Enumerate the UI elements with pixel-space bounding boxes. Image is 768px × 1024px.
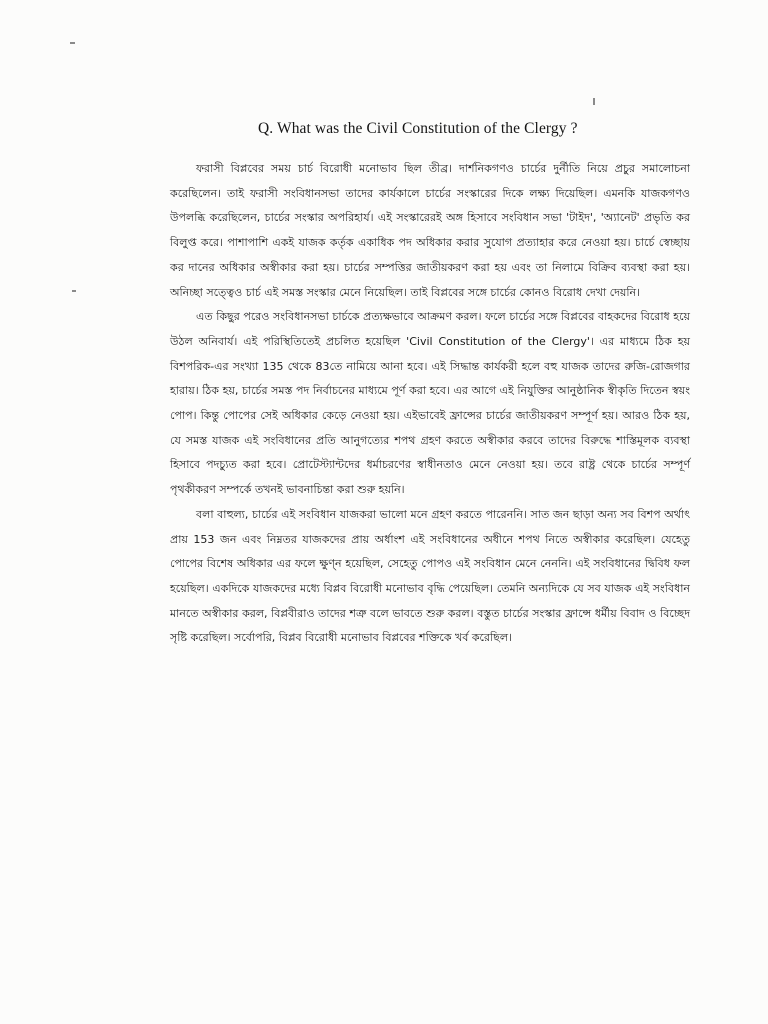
scan-speck-left-mid: [72, 290, 76, 292]
paragraph-2: এত কিছুর পরেও সংবিধানসভা চার্চকে প্রত্যক্ষভাবে আক্রমণ করল। ফলে চার্চের সঙ্গে বিপ্লবের বাহকদের বিরোধ হয়ে উঠল অনিবার্য। এই পরিস্থিতিতেই প্রচলিত হয়েছিল 'Civil Constitution of the Clergy'। এর মাধ্যমে ঠিক হয় বিশপরিক-এর সংখ্যা 135 থেকে 83তে নামিয়ে আনা হবে। এই সিদ্ধান্ত কার্যকরী হলে বহু যাজক তাদের রুজি-রোজগার হারায়। ঠিক হয়, চার্চের সমস্ত পদ নির্বাচনের মাধ্যমে পূর্ণ করা হবে। এর আগে এই নিযুক্তির আনুষ্ঠানিক স্বীকৃতি দিতেন স্বয়ং পোপ। কিন্তু পোপের সেই অধিকার কেড়ে নেওয়া হয়। এইভাবেই ফ্রান্সের চার্চের জাতীয়করণ সম্পূর্ণ হয়। আরও ঠিক হয়, যে সমস্ত যাজক এই সংবিধানের প্রতি আনুগত্যের শপথ গ্রহণ করতে অস্বীকার করবে তাদের বিরুদ্ধে শাস্তিমূলক ব্যবস্থা হিসাবে পদচ্যুত করা হবে। প্রোটেস্ট্যান্টদের ধর্মাচরণের স্বাধীনতাও মেনে নেওয়া হয়। তবে রাষ্ট্র থেকে চার্চের সম্পূর্ণ পৃথকীকরণ সম্পর্কে তখনই ভাবনাচিন্তা করা শুরু হয়নি।: [170, 310, 690, 497]
answer-body: [170, 157, 690, 651]
paragraph-1: ফরাসী বিপ্লবের সময় চার্চ বিরোধী মনোভাব ছিল তীব্র। দার্শনিকগণও চার্চের দুর্নীতি নিয়ে প্রচুর সমালোচনা করেছিলেন। তাই ফরাসী সংবিধানসভা তাদের কার্যকালে চার্চের সংস্কারের দিকে লক্ষ্য দিয়েছিল। এমনকি যাজকগণও উপলব্ধি করেছিলেন, চার্চের সংস্কার অপরিহার্য। এই সংস্কারেরই অঙ্গ হিসাবে সংবিধান সভা 'টাইদ', 'অ্যানেট' প্রভৃতি কর বিলুপ্ত করে। পাশাপাশি একই যাজক কর্তৃক একাধিক পদ অধিকার করার সুযোগ প্রত্যাহার করে নেওয়া হয়। চার্চে স্বেচ্ছায় কর দানের অধিকার অস্বীকার করা হয়। চার্চের সম্পত্তির জাতীয়করণ করা হয় এবং তা নিলামে বিক্রিব ব্যবস্থা করা হয়। অনিচ্ছা সত্ত্বেও চার্চ এই সমস্ত সংস্কার মেনে নিয়েছিল। তাই বিপ্লবের সঙ্গে চার্চের কোনও বিরোধ দেখা দেয়নি।: [170, 162, 690, 299]
scan-speck-right: [593, 98, 595, 105]
scan-speck-left-top: [70, 42, 75, 44]
question-title: Q. What was the Civil Constitution of the Clergy ?: [258, 120, 578, 137]
paragraph-3: বলা বাহুল্য, চার্চের এই সংবিধান যাজকরা ভালো মনে গ্রহণ করতে পারেননি। সাত জন ছাড়া অন্য সব বিশপ অর্থাৎ প্রায় 153 জন এবং নিম্নতর যাজকদের প্রায় অর্ধাংশ এই সংবিধানের অধীনে শপথ নিতে অস্বীকার করেছিল। যেহেতু পোপের বিশেষ অধিকার এর ফলে ক্ষুণ্ন হয়েছিল, সেহেতু পোপও এই সংবিধান মেনে নেননি। এই সংবিধানের দ্বিবিধ ফল হয়েছিল। একদিকে যাজকদের মধ্যে বিপ্লব বিরোধী মনোভাব বৃদ্ধি পেয়েছিল। তেমনি অন্যদিকে যে সব যাজক এই সংবিধান মানতে অস্বীকার করল, বিপ্লবীরাও তাদের শত্রু বলে ভাবতে শুরু করল। বস্তুত চার্চের সংস্কার ফ্রান্সে ধর্মীয় বিবাদ ও বিচ্ছেদ সৃষ্টি করেছিল। সর্বোপরি, বিপ্লব বিরোধী মনোভাব বিপ্লবের শক্তিকে খর্ব করেছিল।: [170, 507, 690, 645]
